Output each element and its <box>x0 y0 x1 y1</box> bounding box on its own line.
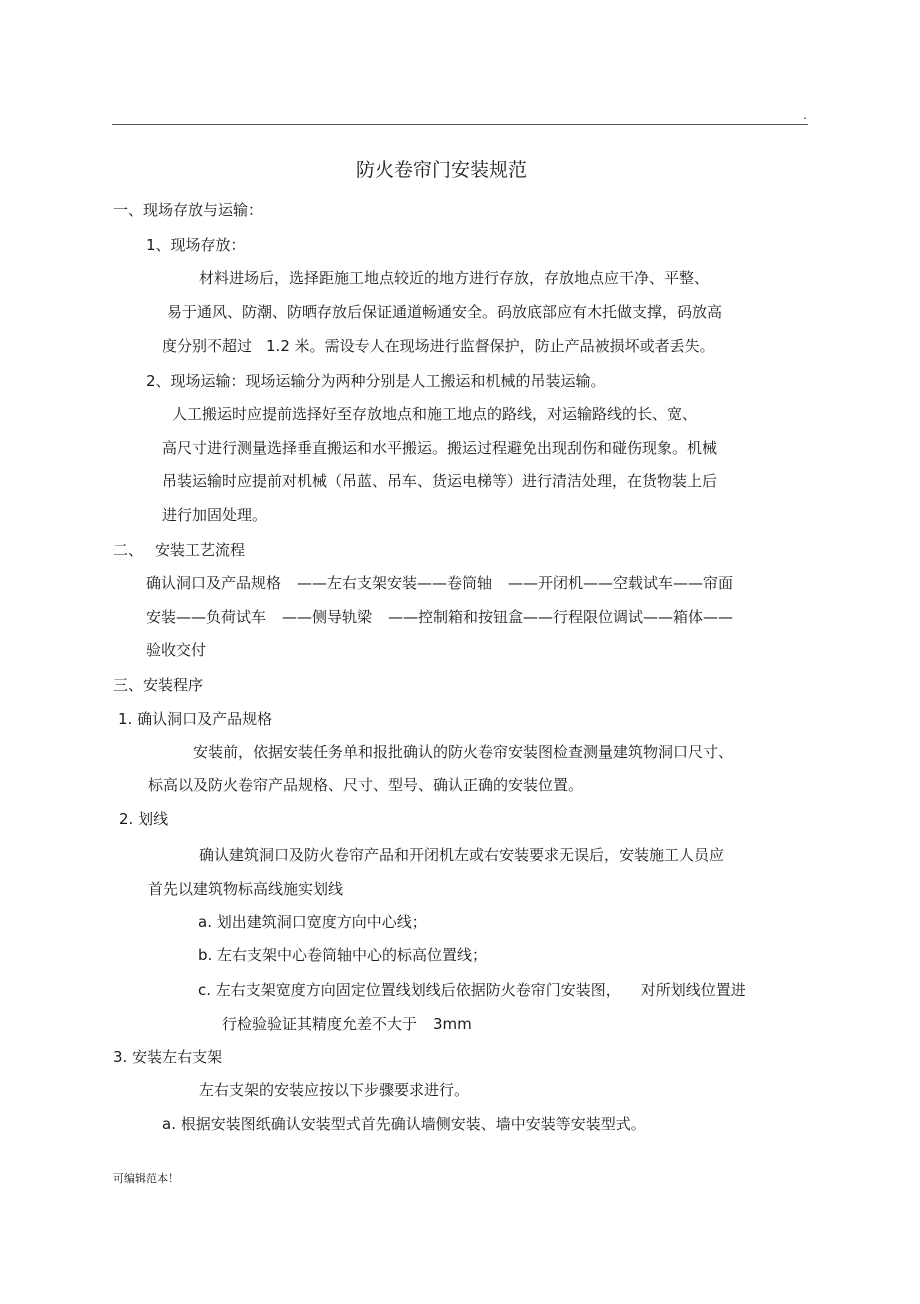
section-3-heading: 三、安装程序 <box>113 676 204 694</box>
flow-line: 验收交付 <box>146 641 207 659</box>
section-number: 二、 <box>113 541 144 559</box>
flow-step: 确认洞口及产品规格 <box>146 574 282 592</box>
list-item-c <box>198 980 746 1000</box>
item-2-heading: 2. 划线 <box>119 810 169 828</box>
flow-step: ——开闭机——空载试车——帘面 <box>508 574 734 592</box>
flow-line <box>146 573 733 593</box>
paragraph-line: 标高以及防火卷帘产品规格、尺寸、型号、确认正确的安装位置。 <box>148 776 584 794</box>
header-rule <box>112 124 808 125</box>
paragraph-line: 安装前，依据安装任务单和报批确认的防火卷帘安装图检查测量建筑物洞口尺寸、 <box>193 743 734 761</box>
list-text: c. 左右支架宽度方向固定位置线划线后依据防火卷帘门安装图， <box>198 981 621 999</box>
paragraph-line: 易于通风、防潮、防晒存放后保证通道畅通安全。码放底部应有木托做支撑，码放高 <box>167 303 723 321</box>
item-3-heading: 3. 安装左右支架 <box>113 1048 223 1066</box>
flow-step: 安装——负荷试车 <box>146 608 267 626</box>
list-item-a: a. 划出建筑洞口宽度方向中心线； <box>198 913 427 931</box>
paragraph-line: a. 根据安装图纸确认安装型式首先确认墙侧安装、墙中安装等安装型式。 <box>162 1115 646 1133</box>
paragraph-line: 吊装运输时应提前对机械（吊蓝、吊车、货运电梯等）进行清洁处理，在货物装上后 <box>162 472 718 490</box>
paragraph-line: 材料进场后，选择距施工地点较近的地方进行存放，存放地点应干净、平整、 <box>199 269 710 287</box>
item-1-heading: 1. 确认洞口及产品规格 <box>118 710 273 728</box>
flow-step: ——控制箱和按钮盒——行程限位调试——箱体—— <box>388 608 734 626</box>
section-1-heading: 一、现场存放与运输： <box>113 201 264 219</box>
flow-step: ——左右支架安装——卷筒轴 <box>297 574 493 592</box>
section-2-heading <box>113 540 245 560</box>
list-item-b: b. 左右支架中心卷筒轴中心的标高位置线； <box>198 946 488 964</box>
list-item-c-continued <box>222 1014 472 1034</box>
footer-note: 可编辑范本！ <box>113 1172 179 1185</box>
paragraph-text: 度分别不超过 <box>162 337 253 355</box>
paragraph-line: 确认建筑洞口及防火卷帘产品和开闭机左或右安装要求无误后，安装施工人员应 <box>199 846 725 864</box>
paragraph-line: 首先以建筑物标高线施实划线 <box>148 880 344 898</box>
paragraph-line: 人工搬运时应提前选择好至存放地点和施工地点的路线，对运输路线的长、宽、 <box>172 405 698 423</box>
list-text: 3mm <box>433 1015 472 1033</box>
paragraph-line <box>162 336 715 356</box>
page-title: 防火卷帘门安装规范 <box>356 159 528 181</box>
flow-step: ——侧导轨梁 <box>282 608 373 626</box>
subsection-1-heading: 1、现场存放： <box>146 236 246 254</box>
subsection-2-heading: 2、现场运输：现场运输分为两种分别是人工搬运和机械的吊装运输。 <box>146 372 606 390</box>
section-title: 安装工艺流程 <box>155 541 246 559</box>
paragraph-text: 1.2 米。需设专人在现场进行监督保护，防止产品被损坏或者丢失。 <box>266 337 715 355</box>
paragraph-line: 进行加固处理。 <box>162 506 268 524</box>
list-text: 对所划线位置进 <box>640 981 746 999</box>
flow-line <box>146 607 733 627</box>
list-text: 行检验验证其精度允差不大于 <box>222 1015 418 1033</box>
paragraph-line: 高尺寸进行测量选择垂直搬运和水平搬运。搬运过程避免出现刮伤和碰伤现象。机械 <box>162 439 718 457</box>
paragraph-line: 左右支架的安装应按以下步骤要求进行。 <box>199 1081 470 1099</box>
header-mark: . <box>803 108 807 122</box>
